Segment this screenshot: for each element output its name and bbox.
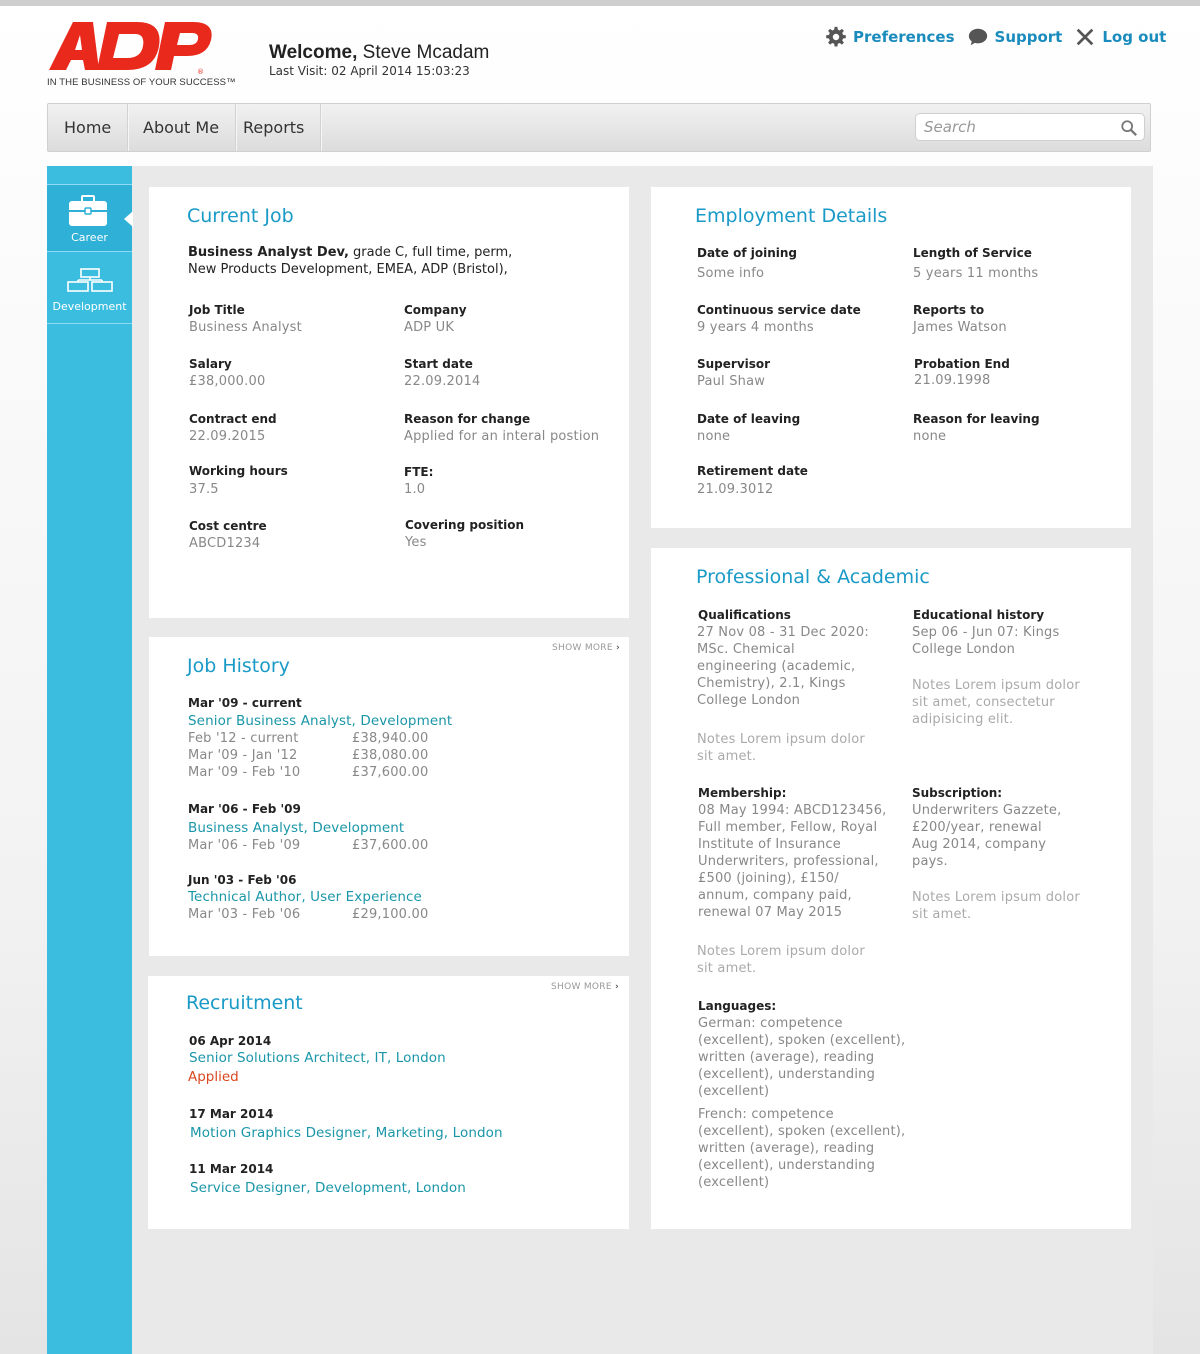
job-period: Jun '03 - Feb '06 [188,873,297,887]
text-line: (excellent), understanding [698,1067,876,1082]
text-line: (excellent), spoken (excellent), [698,1033,906,1048]
text-line: sit amet, consectetur [912,695,1055,710]
text-line: Notes Lorem ipsum dolor [697,732,865,747]
field-value: James Watson [913,320,1007,335]
text-line: (excellent), spoken (excellent), [698,1124,906,1139]
salary-dates: Feb '12 - current [188,731,299,746]
text-line: written (average), reading [698,1050,875,1065]
job-period: Mar '06 - Feb '09 [188,802,301,816]
sidebar [47,166,132,1354]
sidebar-development-label: Development [52,300,127,313]
text-line: Underwriters, professional, [698,854,879,869]
field-label: Reason for change [404,412,531,426]
field-label: Supervisor [697,357,771,371]
field-label: Date of joining [697,246,798,260]
field-value: 9 years 4 months [697,320,814,335]
field-value: Some info [697,266,765,281]
field-value: 5 years 11 months [913,266,1039,281]
languages-french [698,1106,905,1191]
field-value: Business Analyst [189,320,302,335]
field-label: Salary [189,357,232,371]
recruitment-card [148,976,629,1229]
field-label: Date of leaving [697,412,801,426]
field-value: 1.0 [404,482,426,497]
close-icon [1074,26,1096,48]
subscription-notes [912,889,1080,923]
sidebar-item-development[interactable] [47,252,132,323]
professional-academic-card [651,548,1131,1229]
sidebar-divider [47,323,132,324]
field-label: Company [404,303,467,317]
application-date: 06 Apr 2014 [189,1034,272,1048]
salary-dates: Mar '09 - Feb '10 [188,765,301,780]
top-border [0,0,1200,6]
card-title: Professional & Academic [696,566,930,588]
card-title: Employment Details [695,205,888,227]
field-value: Applied for an interal postion [404,429,600,444]
salary-amount: £38,940.00 [352,731,429,746]
text-line: MSc. Chemical [697,642,795,657]
application-status: Applied [188,1069,239,1085]
subscription-text [912,802,1061,870]
text-line: sit amet. [697,749,757,764]
field-value: ABCD1234 [189,536,261,551]
salary-amount: £38,080.00 [352,748,429,763]
logout-label: Log out [1102,28,1167,46]
active-indicator-arrow [124,211,133,227]
languages-label: Languages: [698,999,777,1013]
text-line: Notes Lorem ipsum dolor [912,678,1080,693]
card-title: Current Job [187,205,294,227]
text-line: Chemistry), 2.1, Kings [697,676,846,691]
employment-details-card [651,187,1131,528]
field-value: none [913,429,947,444]
salary-dates: Mar '06 - Feb '09 [188,838,301,853]
show-more-link[interactable] [552,643,620,653]
field-label: Continuous service date [697,303,861,317]
last-visit: Last Visit: 02 April 2014 15:03:23 [269,64,470,78]
nav-home[interactable]: Home [48,104,128,151]
text-line: (excellent) [698,1084,770,1099]
chevron-right-icon: › [615,982,620,992]
field-value: Yes [405,535,427,550]
field-label: Working hours [189,464,288,478]
current-job-card [149,187,629,618]
job-summary-bold: Business Analyst Dev, [188,245,349,260]
text-line: Notes Lorem ipsum dolor [697,944,865,959]
search-input[interactable] [916,114,1106,140]
membership-label: Membership: [698,786,787,800]
text-line: German: competence [698,1016,843,1031]
text-line: sit amet. [912,907,972,922]
field-label: Reports to [913,303,985,317]
text-line: £500 (joining), £150/ [698,871,839,886]
field-value: 21.09.1998 [914,373,991,388]
text-line: (excellent) [698,1175,770,1190]
chevron-right-icon: › [616,643,621,653]
application-date: 11 Mar 2014 [189,1162,274,1176]
field-label: Probation End [914,357,1010,371]
qualifications-notes [697,731,865,765]
field-value: 22.09.2014 [404,374,481,389]
text-line: College London [697,693,801,708]
speech-bubble-icon [967,26,989,48]
text-line: French: competence [698,1107,834,1122]
application-role-link[interactable]: Senior Solutions Architect, IT, London [189,1050,446,1066]
field-label: Job Title [189,303,245,317]
nav-about-me[interactable]: About Me [127,104,236,151]
welcome-message [269,42,489,64]
application-role-link[interactable]: Motion Graphics Designer, Marketing, London [190,1125,503,1141]
application-role-link[interactable]: Service Designer, Development, London [190,1180,466,1196]
user-name: Steve Mcadam [362,42,490,63]
field-value: 21.09.3012 [697,482,774,497]
support-label: Support [994,28,1063,46]
text-line: Aug 2014, company [912,837,1047,852]
card-title: Recruitment [186,992,303,1014]
text-line: written (average), reading [698,1141,875,1156]
field-value: ADP UK [404,320,455,335]
main-nav [47,103,1151,152]
job-role-link[interactable]: Senior Business Analyst, Development [188,713,453,729]
salary-dates: Mar '09 - Jan '12 [188,748,298,763]
search-icon[interactable] [1120,119,1138,137]
field-label: Length of Service [913,246,1032,260]
field-value: £38,000.00 [189,374,266,389]
job-summary-line2: New Products Development, EMEA, ADP (Bristol), [188,262,508,277]
show-more-label: SHOW MORE [551,982,612,992]
text-line: sit amet. [697,961,757,976]
sidebar-career-label: Career [71,231,108,244]
svg-text:®: ® [197,68,204,76]
salary-amount: £29,100.00 [352,907,429,922]
job-role-link[interactable]: Business Analyst, Development [188,820,405,836]
nav-reports[interactable]: Reports [227,104,321,151]
support-link[interactable] [967,26,1063,48]
show-more-label: SHOW MORE [552,643,613,653]
gear-icon [825,26,847,48]
job-summary [188,245,512,260]
text-line: annum, company paid, [698,888,852,903]
job-role-link[interactable]: Technical Author, User Experience [188,889,422,905]
preferences-link[interactable] [825,26,955,48]
job-period: Mar '09 - current [188,696,302,710]
education-notes [912,677,1080,728]
qualifications-text [697,624,869,709]
text-line: £200/year, renewal [912,820,1042,835]
logout-link[interactable] [1074,26,1166,48]
show-more-link[interactable] [551,982,619,992]
text-line: Full member, Fellow, Royal [698,820,878,835]
qualifications-label: Qualifications [698,608,791,622]
org-chart-icon [67,268,113,292]
field-value: 22.09.2015 [189,429,266,444]
top-links [825,26,1166,48]
text-line: Institute of Insurance [698,837,841,852]
field-label: Cost centre [189,519,267,533]
card-title: Job History [187,655,290,677]
logo-tagline: IN THE BUSINESS OF YOUR SUCCESS™ [47,77,236,88]
salary-dates: Mar '03 - Feb '06 [188,907,301,922]
languages-german [698,1015,905,1100]
field-label: FTE: [404,465,434,479]
membership-notes [697,943,865,977]
salary-amount: £37,600.00 [352,765,429,780]
text-line: Sep 06 - Jun 07: Kings [912,625,1060,640]
job-summary-rest: grade C, full time, perm, [348,245,513,260]
field-label: Start date [404,357,473,371]
field-label: Retirement date [697,464,808,478]
field-label: Covering position [405,518,525,532]
field-value: none [697,429,731,444]
preferences-label: Preferences [853,28,955,46]
text-line: College London [912,642,1016,657]
text-line: adipisicing elit. [912,712,1014,727]
field-value: 37.5 [189,482,219,497]
text-line: renewal 07 May 2015 [698,905,843,920]
subscription-label: Subscription: [912,786,1003,800]
search-box [915,113,1145,141]
text-line: engineering (academic, [697,659,856,674]
salary-amount: £37,600.00 [352,838,429,853]
text-line: 08 May 1994: ABCD123456, [698,803,887,818]
job-history-card [149,637,629,956]
education-text [912,624,1059,658]
text-line: 27 Nov 08 - 31 Dec 2020: [697,625,869,640]
membership-text [698,802,887,921]
welcome-prefix: Welcome, [269,42,358,63]
text-line: Underwriters Gazzete, [912,803,1062,818]
application-date: 17 Mar 2014 [189,1107,274,1121]
briefcase-icon [68,195,108,227]
field-value: Paul Shaw [697,374,766,389]
field-label: Contract end [189,412,277,426]
field-label: Reason for leaving [913,412,1040,426]
text-line: pays. [912,854,948,869]
sidebar-item-career[interactable] [47,185,132,251]
text-line: Notes Lorem ipsum dolor [912,890,1080,905]
text-line: (excellent), understanding [698,1158,876,1173]
education-label: Educational history [913,608,1045,622]
